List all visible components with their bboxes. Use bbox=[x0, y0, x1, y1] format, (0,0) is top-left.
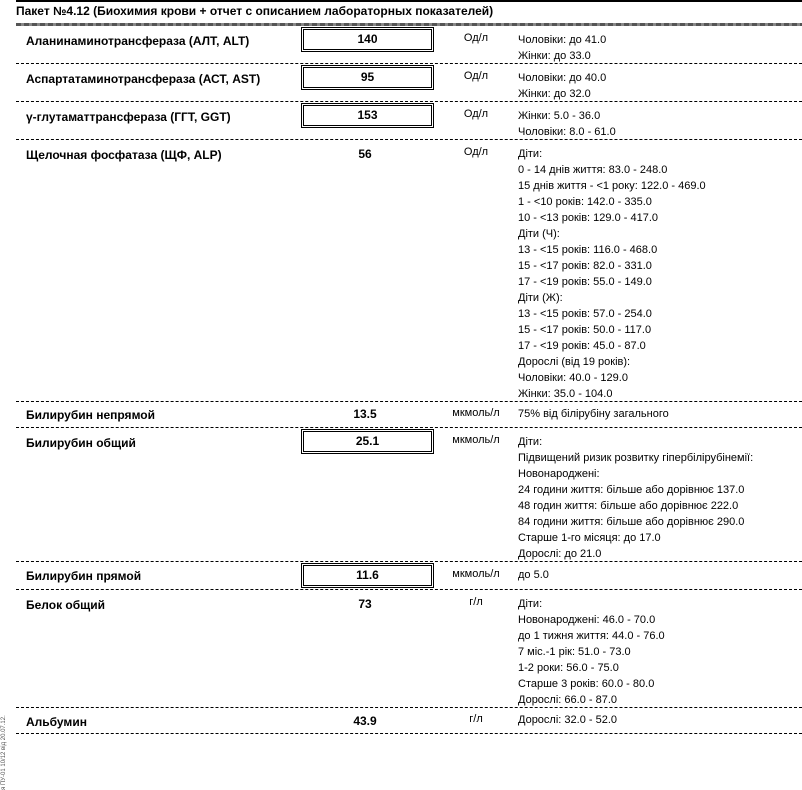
test-unit: мкмоль/л bbox=[452, 407, 500, 419]
reference-range: до 5.0 bbox=[518, 569, 549, 581]
test-row-ast bbox=[16, 64, 802, 102]
reference-range: Діти: Підвищений ризик розвитку гіпербілірубінемії: Новонароджені: 24 години життя: більше або дорівнює 137.0 48 годин життя: більше або дорівнює 222.0 84 години життя: більше або дорівнює 290.0 Старше 1-го місяця: до 17.0 Дорослі: до 21.0 bbox=[518, 436, 754, 560]
reference-range: Дорослі: 32.0 - 52.0 bbox=[518, 714, 617, 726]
test-row-alp bbox=[16, 140, 802, 402]
test-unit: Од/л bbox=[463, 108, 489, 120]
reference-range: Жінки: 5.0 - 36.0 Чоловіки: 8.0 - 61.0 bbox=[518, 110, 616, 138]
test-name: Альбумин bbox=[26, 715, 87, 729]
test-unit: г/л bbox=[469, 596, 483, 608]
test-unit: Од/л bbox=[463, 146, 489, 158]
test-unit: мкмоль/л bbox=[452, 568, 500, 580]
row-divider bbox=[16, 733, 802, 734]
test-unit: г/л bbox=[469, 713, 483, 725]
reference-range: Чоловіки: до 40.0 Жінки: до 32.0 bbox=[518, 72, 607, 100]
test-value-flagged: 25.1 bbox=[301, 429, 434, 454]
test-value: 56 bbox=[358, 147, 372, 161]
test-row-bilirubin-total bbox=[16, 428, 802, 562]
test-name: Аланинаминотрансфераза (АЛТ, ALT) bbox=[26, 34, 250, 48]
reference-range: 75% від білірубіну загального bbox=[518, 408, 669, 420]
form-code-note: я ПУ-01 10/12 від 20.07.12. bbox=[1, 715, 7, 790]
test-name: Белок общий bbox=[26, 598, 106, 612]
test-row-bilirubin-indirect bbox=[16, 402, 802, 428]
reference-range: Діти: 0 - 14 днів життя: 83.0 - 248.0 15 днів життя - <1 року: 122.0 - 469.0 1 - <10 років: 142.0 - 335.0 10 - <13 років: 129.0 - 417.0 Діти (Ч): 13 - <15 років: 116.0 - 468.0 15 - <17 років: 82.0 - 331.0 17 - <19 років: 55.0 - 149.0 Діти (Ж): 13 - <15 років: 57.0 - 254.0 15 - <17 років: 50.0 - 117.0 17 - <19 років: 45.0 - 87.0 Дорослі (від 19 років): Чоловіки: 40.0 - 129.0 Жінки: 35.0 - 104.0 bbox=[518, 148, 706, 400]
test-value: 43.9 bbox=[353, 714, 377, 728]
reference-range: Діти: Новонароджені: 46.0 - 70.0 до 1 тижня життя: 44.0 - 76.0 7 міс.-1 рік: 51.0 - 73.0 1-2 роки: 56.0 - 75.0 Старше 3 років: 60.0 - 80.0 Дорослі: 66.0 - 87.0 bbox=[518, 598, 665, 706]
test-value: 13.5 bbox=[353, 407, 377, 421]
test-row-bilirubin-direct bbox=[16, 562, 802, 590]
reference-range: Чоловіки: до 41.0 Жінки: до 33.0 bbox=[518, 34, 607, 62]
page-title: Пакет №4.12 (Биохимия крови + отчет с описанием лабораторных показателей) bbox=[16, 4, 494, 18]
test-unit: мкмоль/л bbox=[452, 434, 500, 446]
test-value-flagged: 153 bbox=[301, 103, 434, 128]
test-name: Билирубин непрямой bbox=[26, 408, 155, 422]
test-row-protein-total bbox=[16, 590, 802, 708]
test-name: Аспартатаминотрансфераза (АСТ, AST) bbox=[26, 72, 261, 86]
top-border bbox=[16, 0, 802, 2]
test-row-alt bbox=[16, 26, 802, 64]
test-row-albumin bbox=[16, 708, 802, 734]
test-name: Билирубин прямой bbox=[26, 569, 142, 583]
test-unit: Од/л bbox=[463, 32, 489, 44]
test-row-ggt bbox=[16, 102, 802, 140]
test-value-flagged: 140 bbox=[301, 27, 434, 52]
test-name: γ-глутаматтрансфераза (ГГТ, GGT) bbox=[26, 110, 231, 124]
test-unit: Од/л bbox=[463, 70, 489, 82]
test-name: Билирубин общий bbox=[26, 436, 136, 450]
test-name: Щелочная фосфатаза (ЩФ, ALP) bbox=[26, 148, 222, 162]
test-value-flagged: 11.6 bbox=[301, 563, 434, 588]
test-value-flagged: 95 bbox=[301, 65, 434, 90]
test-value: 73 bbox=[358, 597, 372, 611]
